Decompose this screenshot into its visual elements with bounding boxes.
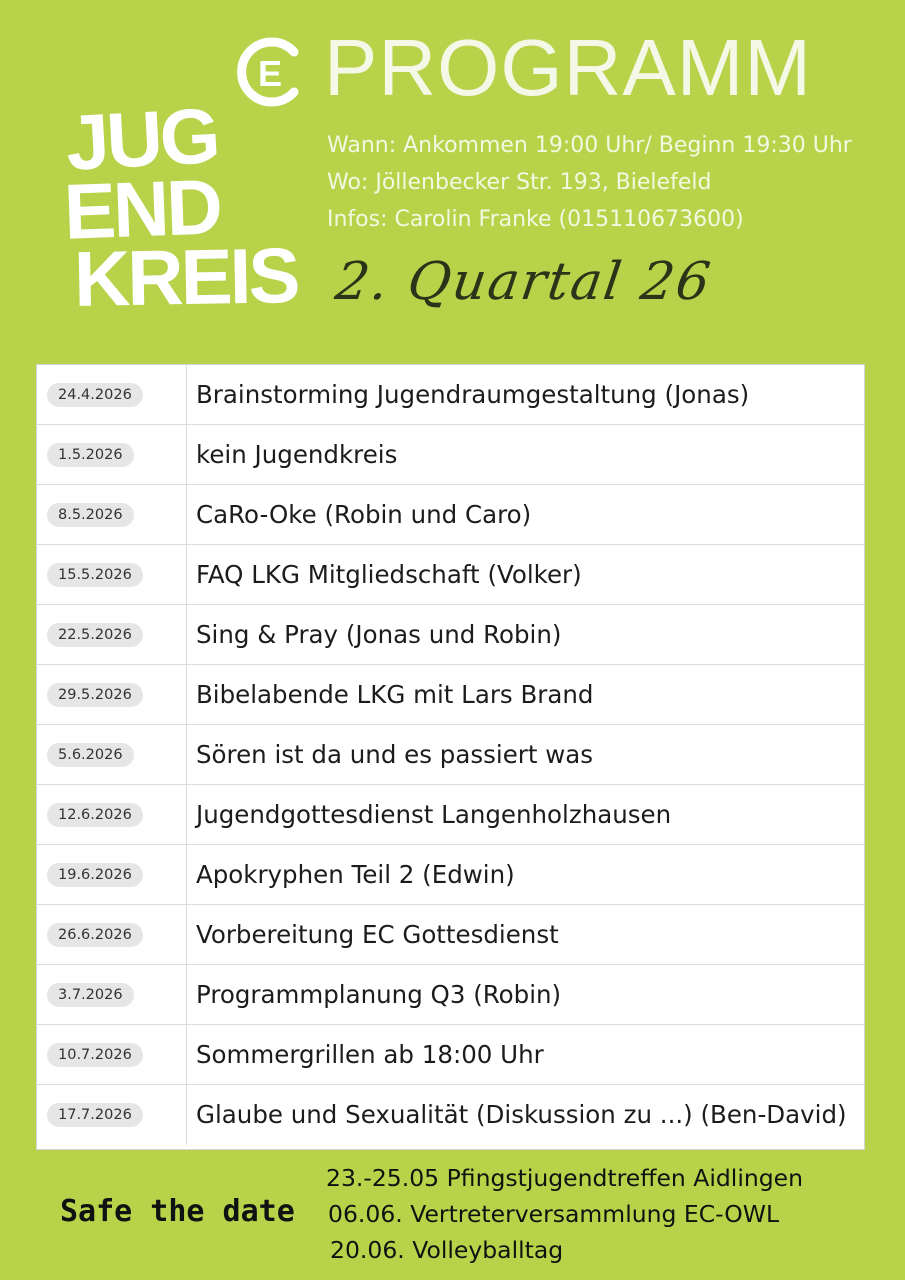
page-title: PROGRAMM xyxy=(324,23,812,112)
table-row xyxy=(37,665,864,725)
table-row xyxy=(37,545,864,605)
date-badge: 10.7.2026 xyxy=(47,1043,143,1067)
date-cell xyxy=(37,845,187,904)
table-row xyxy=(37,725,864,785)
info-contact: Infos: Carolin Franke (015110673600) xyxy=(327,207,744,232)
info-when: Wann: Ankommen 19:00 Uhr/ Beginn 19:30 Uhr xyxy=(327,133,852,158)
date-cell xyxy=(37,1085,187,1145)
event-title: Brainstorming Jugendraumgestaltung (Jonas) xyxy=(196,380,750,409)
date-cell xyxy=(37,725,187,784)
date-badge: 26.6.2026 xyxy=(47,923,143,947)
jugendkreis-logo xyxy=(62,91,299,323)
table-row xyxy=(37,605,864,665)
date-badge: 17.7.2026 xyxy=(47,1103,143,1127)
date-badge: 5.6.2026 xyxy=(47,743,134,767)
save-the-date-item: 20.06. Volleyballtag xyxy=(330,1236,564,1264)
brand-line-2: END xyxy=(62,162,222,256)
date-badge: 24.4.2026 xyxy=(47,383,143,407)
save-the-date-label: Safe the date xyxy=(60,1194,295,1229)
date-cell xyxy=(37,365,187,424)
date-cell xyxy=(37,425,187,484)
table-row xyxy=(37,845,864,905)
info-where: Wo: Jöllenbecker Str. 193, Bielefeld xyxy=(327,170,712,195)
date-cell xyxy=(37,665,187,724)
event-title: Sören ist da und es passiert was xyxy=(196,740,594,769)
event-title: Glaube und Sexualität (Diskussion zu ...) (Ben-David) xyxy=(196,1100,847,1129)
event-title: kein Jugendkreis xyxy=(196,440,398,469)
date-badge: 3.7.2026 xyxy=(47,983,134,1007)
event-title: Apokryphen Teil 2 (Edwin) xyxy=(196,860,515,889)
table-row xyxy=(37,785,864,845)
table-row xyxy=(37,485,864,545)
event-title: Sing & Pray (Jonas und Robin) xyxy=(196,620,562,649)
date-cell xyxy=(37,905,187,964)
schedule-table xyxy=(36,364,865,1150)
event-title: Bibelabende LKG mit Lars Brand xyxy=(196,680,594,709)
table-row xyxy=(37,1025,864,1085)
date-badge: 19.6.2026 xyxy=(47,863,143,887)
event-title: Jugendgottesdienst Langenholzhausen xyxy=(196,800,672,829)
table-row xyxy=(37,905,864,965)
event-title: FAQ LKG Mitgliedschaft (Volker) xyxy=(196,560,582,589)
brand-line-3: KREIS xyxy=(73,231,299,323)
date-badge: 29.5.2026 xyxy=(47,683,143,707)
brand-line-1: JUG xyxy=(63,91,220,187)
table-row xyxy=(37,1085,864,1145)
table-row xyxy=(37,965,864,1025)
date-badge: 12.6.2026 xyxy=(47,803,143,827)
event-title: Sommergrillen ab 18:00 Uhr xyxy=(196,1040,544,1069)
event-title: Vorbereitung EC Gottesdienst xyxy=(196,920,559,949)
ec-logo-icon xyxy=(232,36,304,108)
date-badge: 15.5.2026 xyxy=(47,563,143,587)
date-badge: 8.5.2026 xyxy=(47,503,134,527)
date-cell xyxy=(37,485,187,544)
table-row xyxy=(37,365,864,425)
ec-logo-letter: E xyxy=(257,53,283,94)
date-badge: 22.5.2026 xyxy=(47,623,143,647)
date-cell xyxy=(37,785,187,844)
save-the-date-item: 23.-25.05 Pfingstjugendtreffen Aidlingen xyxy=(326,1164,804,1192)
quarter-label: 2. Quartal 26 xyxy=(331,252,716,312)
table-row xyxy=(37,425,864,485)
date-cell xyxy=(37,545,187,604)
date-cell xyxy=(37,965,187,1024)
save-the-date-item: 06.06. Vertreterversammlung EC-OWL xyxy=(328,1200,780,1228)
event-title: CaRo-Oke (Robin und Caro) xyxy=(196,500,532,529)
ec-logo xyxy=(232,36,304,108)
date-cell xyxy=(37,1025,187,1084)
date-badge: 1.5.2026 xyxy=(47,443,134,467)
event-title: Programmplanung Q3 (Robin) xyxy=(196,980,562,1009)
date-cell xyxy=(37,605,187,664)
